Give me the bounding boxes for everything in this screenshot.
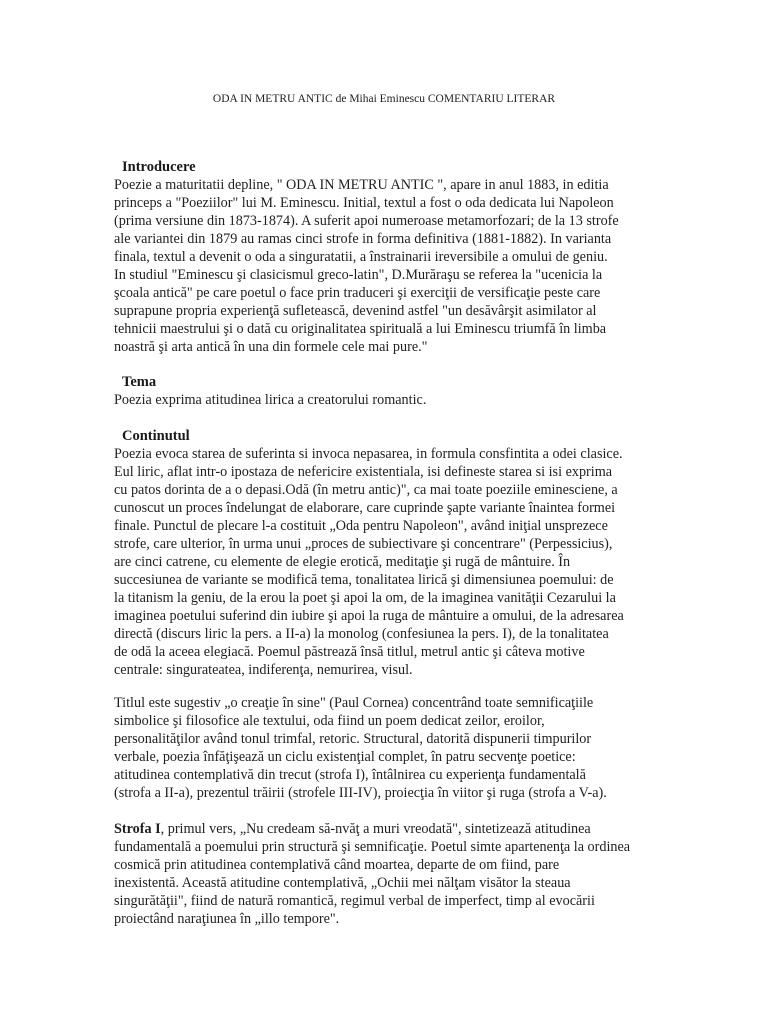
paragraph-line: (strofa a II-a), prezentul trăirii (strofele III-IV), proiecţia în viitor şi ruga (strofa a V-a). — [114, 785, 607, 801]
paragraph-line: Poezia evoca starea de suferinta si invoca nepasarea, in formula consfintita a odei clasice. — [114, 446, 623, 462]
paragraph-line: tehnicii maestrului şi o dată cu originalitatea spirituală a lui Eminescu triumfă în limba — [114, 321, 607, 337]
paragraph-line: singurătăţii", fiind de natură romantică, regimul verbal de imperfect, timp al evocării — [114, 893, 595, 909]
paragraph-line: şcoala antică" pe care poetul o face prin traduceri şi exerciţii de versificaţie peste care — [114, 285, 601, 301]
paragraph-line: cu patos dorinta de a o depasi.Odă (în metru antic)", ca mai toate poeziile eminesciene, a — [114, 482, 618, 498]
section-titlul — [114, 694, 674, 802]
paragraph-line: finale. Punctul de plecare l-a costituit „Oda pentru Napoleon", având iniţial unsprezece — [114, 518, 608, 534]
paragraph-line: simbolice şi filosofice ale textului, oda fiind un poem dedicat zeilor, eroilor, — [114, 713, 545, 729]
paragraph-line: fundamentală a poemului prin structură şi semnificaţie. Poetul simte apartenenţa la ordinea — [114, 839, 631, 855]
paragraph-line: imaginea poetului suferind din iubire şi apoi la ruga de mântuire a omului, de la adresarea — [114, 608, 624, 624]
section-strofa-1 — [114, 820, 674, 928]
paragraph-line: Eul liric, aflat intr-o ipostaza de nefericire existentiala, isi defineste starea si isi exprima — [114, 464, 613, 480]
section-continutul — [114, 427, 674, 679]
heading-continutul: Continutul — [122, 428, 190, 444]
paragraph-line: verbale, poezia înfăţişează un ciclu existenţial complet, în patru secvenţe poetice: — [114, 749, 576, 765]
paragraph-line: inexistentă. Această atitudine contemplativă, „Ochii mei nălţam visător la steaua — [114, 875, 571, 891]
paragraph-line: Poezia exprima atitudinea lirica a creatorului romantic. — [114, 392, 427, 408]
paragraph-line: suprapune propria experienţă sufletească, devenind astfel "un desăvârşit asimilator al — [114, 303, 597, 319]
strofa-1-label: Strofa I — [114, 821, 161, 837]
paragraph-line: Poezie a maturitatii depline, " ODA IN METRU ANTIC ", apare in anul 1883, in editia — [114, 177, 609, 193]
paragraph-line: proiectând naraţiunea în „illo tempore". — [114, 911, 340, 927]
paragraph-line: cosmică prin atitudinea contemplativă când moartea, departe de om fiind, pare — [114, 857, 560, 873]
paragraph-line: princeps a "Poeziilor" lui M. Eminescu. Initial, textul a fost o oda dedicata lui Napoleon — [114, 195, 614, 211]
paragraph-line-rest: , primul vers, „Nu credeam să-nvăţ a muri vreodată", sintetizează atitudinea — [160, 821, 591, 837]
section-tema — [114, 373, 674, 409]
paragraph-line: directă (discurs liric la pers. a II-a) la monolog (confesiunea la pers. I), de la tonalitatea — [114, 626, 609, 642]
section-introducere — [114, 158, 674, 356]
paragraph-line: In studiul "Eminescu şi clasicismul greco-latin", D.Murăraşu se referea la "ucenicia la — [114, 267, 603, 283]
paragraph-line: succesiunea de variante se modifică tema, tonalitatea lirică şi dimensiunea poemului: de — [114, 572, 614, 588]
paragraph-line-lead — [114, 820, 674, 838]
document-title: ODA IN METRU ANTIC de Mihai Eminescu COMENTARIU LITERAR — [212, 93, 556, 105]
paragraph-line: de odă la aceea elegiacă. Poemul păstrează însă titlul, metrul antic şi câteva motive — [114, 644, 585, 660]
paragraph-line: cunoscut un proces îndelungat de elaborare, care cuprinde şapte variante înaintea formei — [114, 500, 616, 516]
paragraph-line: la titanism la geniu, de la erou la poet şi apoi la om, de la imaginea vanităţii Cezarului la — [114, 590, 616, 606]
paragraph-line: atitudinea contemplativă din trecut (strofa I), întâlnirea cu experienţa fundamentală — [114, 767, 586, 783]
heading-introducere: Introducere — [122, 159, 196, 175]
paragraph-line: personalităţilor având tonul trimfal, retoric. Structural, datorită dispunerii timpurilor — [114, 731, 592, 747]
paragraph-line: ale variantei din 1879 au ramas cinci strofe in forma definitiva (1881-1882). In varianta — [114, 231, 612, 247]
paragraph-line: Titlul este sugestiv „o creaţie în sine" (Paul Cornea) concentrând toate semnificaţiile — [114, 695, 594, 711]
paragraph-line: centrale: singurateatea, indiferenţa, nemurirea, visul. — [114, 662, 413, 678]
paragraph-line: (prima versiune din 1873-1874). A suferit apoi numeroase metamorfozari; de la 13 strofe — [114, 213, 619, 229]
paragraph-line: noastră şi arta antică în una din formele cele mai pure." — [114, 339, 428, 355]
paragraph-line: strofe, care ulterior, în urma unui „proces de subiectivare şi concentrare" (Perpessicius), — [114, 536, 613, 552]
paragraph-line: finala, textul a devenit o oda a singuratatii, a înstrainarii ireversibile a omului de geniu. — [114, 249, 608, 265]
heading-tema: Tema — [122, 374, 157, 390]
paragraph-line: are cinci catrene, cu elemente de elegie erotică, meditaţie şi rugă de mântuire. În — [114, 554, 571, 570]
